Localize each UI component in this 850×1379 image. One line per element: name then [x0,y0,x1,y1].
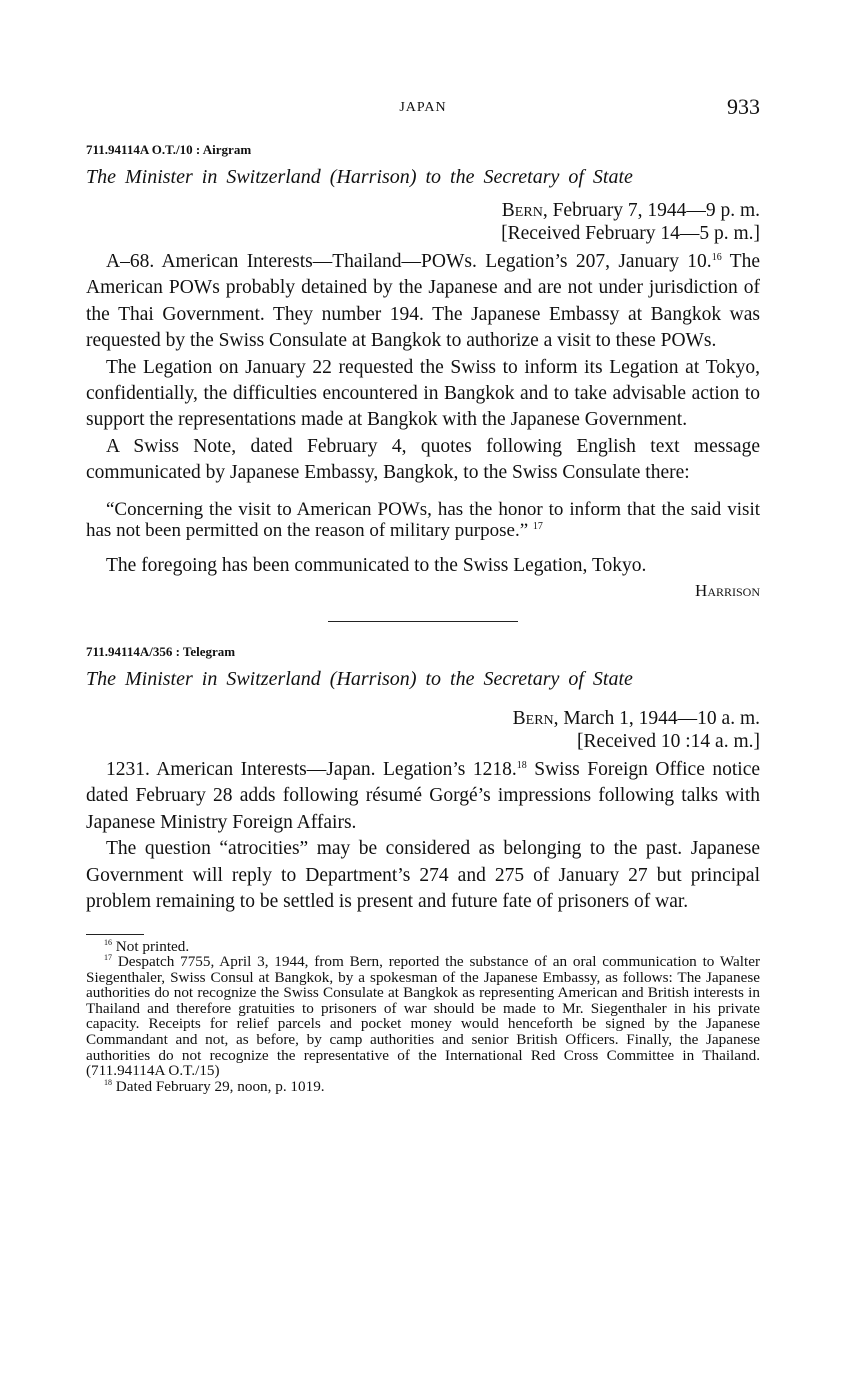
footnotes [86,939,760,1095]
footnote-ref: 16 [711,252,722,263]
received-line: [Received February 14—5 p. m.] [501,223,760,244]
heading-suffix: ) to the Secretary of State [409,668,633,691]
footnote-number: 18 [104,1077,112,1087]
dateline-city: Bern [512,708,554,730]
dateline [86,199,760,245]
paragraph-text: Swiss Foreign Office notice dated February 28 adds following résumé Gorgé’s impressions following talks with Japanese Ministry Foreign Affairs. [86,759,761,833]
file-reference: 711.94114A O.T./10 : Airgram [86,142,252,157]
footnote-number: 17 [104,953,112,963]
paragraph-text: 1231. American Interests—Japan. Legation’s 1218. [106,759,517,781]
paragraph-text: A–68. American Interests—Thailand—POWs. Legation’s 207, January 10. [106,251,712,272]
document-heading [86,166,760,189]
heading-name: Harrison [336,668,410,691]
footnote-ref: 18 [516,760,527,772]
document-page [86,92,760,1094]
dateline-date: , February 7, 1944—9 p. m. [542,200,760,221]
footnote-text: Dated February 29, noon, p. 1019. [115,1077,325,1095]
section-divider [328,621,518,622]
file-reference: 711.94114A/356 : Telegram [86,644,236,660]
document-airgram [86,142,760,601]
heading-prefix: The Minister in Switzerland ( [86,668,337,691]
footnote [86,1079,760,1095]
paragraph: The Legation on January 22 requested the Swiss to inform its Legation at Tokyo, confidentially, the difficulties encountered in Bangkok and to take advisable action to support the representations made at Bangkok with the Japanese Government. [86,356,760,431]
document-telegram [86,644,760,915]
block-quote [86,499,760,541]
paragraph: The foregoing has been communicated to the Swiss Legation, Tokyo. [106,554,647,576]
paragraph: A Swiss Note, dated February 4, quotes following English text message communicated by Japanese Embassy, Bangkok, to the Swiss Consulate there: [86,435,760,484]
footnote-number: 16 [104,937,112,947]
document-heading [86,668,760,691]
footnote-ref: 17 [532,520,543,532]
quote-text: “Concerning the visit to American POWs, has the honor to inform that the said visit has not been permitted on the reason of military purpose.” [86,498,760,541]
heading-suffix: ) to the Secretary of State [409,166,633,188]
footnote-divider [86,934,144,935]
paragraph-text: The American POWs probably detained by the Japanese and are not under jurisdiction of the Thai Government. They number 194. The Japanese Embassy at Bangkok was requested by the Swiss Consulate at Bangkok to authorize a visit to these POWs. [86,251,760,352]
page-number: 933 [727,94,760,119]
footnote-text: Despatch 7755, April 3, 1944, from Bern, reported the substance of an oral communication to Walter Siegenthaler, Swiss Consul at Bangkok, by a spokesman of the Japanese Embassy, as follows: The Japanese authorities do not recognize the Swiss Consulate at Bangkok as representing American and British interests in Thailand and therefore gratuities to prisoners of war should be made to Mr. Siegenthaler in his private capacity. Receipts for relief parcels and pocket money would henceforth be signed by the Japanese Commandant and not, as before, by camp authorities and senior British Officers. Finally, the Japanese authorities do not recognize the representative of the International Red Cross Committee in Thailand. (711.94114A O.T./15) [86,953,761,1080]
paragraph: The question “atrocities” may be considered as belonging to the past. Japanese Government will reply to Department’s 274 and 275 of January 27 but principal problem remaining to be settled is present and future fate of prisoners of war. [86,838,760,913]
running-head [86,92,760,126]
dateline-date: , March 1, 1944—10 a. m. [553,708,760,730]
signature: Harrison [695,581,760,601]
dateline-city: Bern [501,200,543,221]
footnote [86,939,760,955]
heading-name: Harrison [336,166,410,188]
heading-prefix: The Minister in Switzerland ( [86,166,337,188]
footnote-text: Not printed. [115,937,190,955]
paragraph [86,249,760,355]
paragraph [86,757,760,836]
received-line: [Received 10 :14 a. m.] [576,731,760,753]
footnote [86,954,760,1079]
running-head-title: JAPAN [399,100,447,115]
dateline [86,707,760,753]
